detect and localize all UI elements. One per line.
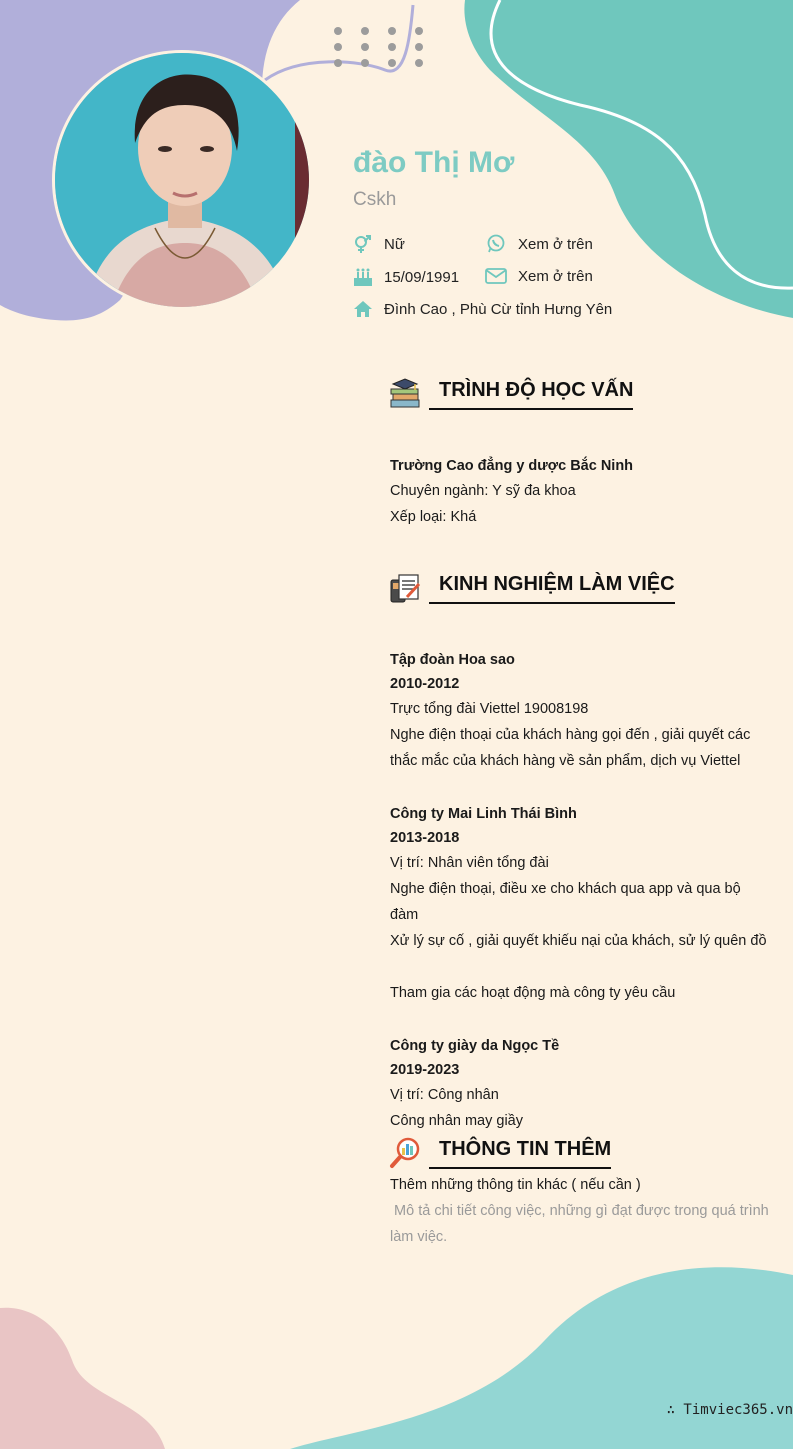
education-title: TRÌNH ĐỘ HỌC VẤN bbox=[429, 379, 633, 410]
gender-row bbox=[353, 234, 405, 254]
phone-row bbox=[485, 234, 593, 254]
birthday-cake-icon bbox=[353, 267, 373, 287]
gender-icon bbox=[353, 234, 373, 254]
phone-icon bbox=[485, 234, 507, 254]
experience-title: KINH NGHIỆM LÀM VIỆC bbox=[429, 573, 675, 604]
gender-value: Nữ bbox=[384, 235, 405, 253]
birthday-row bbox=[353, 267, 459, 287]
pink-blob bbox=[0, 1308, 165, 1449]
phone-value: Xem ở trên bbox=[518, 235, 593, 253]
home-icon bbox=[353, 300, 373, 318]
job-1-line-1: Trực tổng đài Viettel 19008198 bbox=[390, 701, 589, 717]
job-3-line-1: Vị trí: Công nhân bbox=[390, 1087, 499, 1103]
job-1-period: 2010-2012 bbox=[390, 676, 460, 692]
job-2-line-3: Xử lý sự cố , giải quyết khiếu nại của khách, sử lý quên đồ bbox=[390, 933, 767, 949]
job-2-line-1: Vị trí: Nhân viên tổng đài bbox=[390, 855, 549, 871]
birthday-value: 15/09/1991 bbox=[384, 268, 460, 286]
email-envelope-icon bbox=[485, 267, 507, 285]
email-value: Xem ở trên bbox=[518, 267, 593, 285]
extra-line: Thêm những thông tin khác ( nếu cần ) bbox=[390, 1177, 641, 1193]
address-value: Đình Cao , Phù Cừ tỉnh Hưng Yên bbox=[384, 300, 613, 318]
avatar bbox=[52, 50, 312, 310]
education-grade: Xếp loại: Khá bbox=[390, 509, 477, 525]
job-3-line-2: Công nhân may giầy bbox=[390, 1113, 523, 1129]
extra-title: THÔNG TIN THÊM bbox=[429, 1138, 611, 1169]
candidate-name: đào Thị Mơ bbox=[353, 146, 515, 179]
light-teal-blob bbox=[290, 1267, 793, 1449]
experience-heading bbox=[389, 572, 675, 604]
extra-hint: Mô tả chi tiết công việc, những gì đạt được trong quá trình làm việc. bbox=[390, 1203, 773, 1245]
email-row bbox=[485, 267, 593, 285]
candidate-role: Cskh bbox=[353, 189, 397, 210]
job-2-period: 2013-2018 bbox=[390, 830, 460, 846]
lavender-curve bbox=[265, 5, 413, 80]
graduation-books-icon bbox=[389, 378, 421, 410]
magnifier-chart-icon bbox=[389, 1137, 421, 1169]
work-documents-icon bbox=[389, 572, 421, 604]
extra-heading bbox=[389, 1137, 611, 1169]
job-2-line-4: Tham gia các hoạt động mà công ty yêu cầu bbox=[390, 985, 676, 1001]
job-2-line-2: Nghe điện thoại, điều xe cho khách qua app và qua bộ đàm bbox=[390, 881, 741, 923]
address-row bbox=[353, 300, 612, 318]
job-2-company: Công ty Mai Linh Thái Bình bbox=[390, 806, 577, 822]
job-3-period: 2019-2023 bbox=[390, 1062, 460, 1078]
job-1-line-2: Nghe điện thoại của khách hàng gọi đến , giải quyết các thắc mắc của khách hàng về sản phẩm, dịch vụ Viettel bbox=[390, 727, 751, 769]
education-school: Trường Cao đẳng y dược Bắc Ninh bbox=[390, 458, 634, 474]
job-3-company: Công ty giày da Ngọc Tề bbox=[390, 1038, 560, 1054]
education-heading bbox=[389, 378, 633, 410]
watermark: ∴ Timviec365.vn bbox=[666, 1402, 793, 1418]
education-major: Chuyên ngành: Y sỹ đa khoa bbox=[390, 483, 576, 499]
job-1-company: Tập đoàn Hoa sao bbox=[390, 652, 515, 668]
